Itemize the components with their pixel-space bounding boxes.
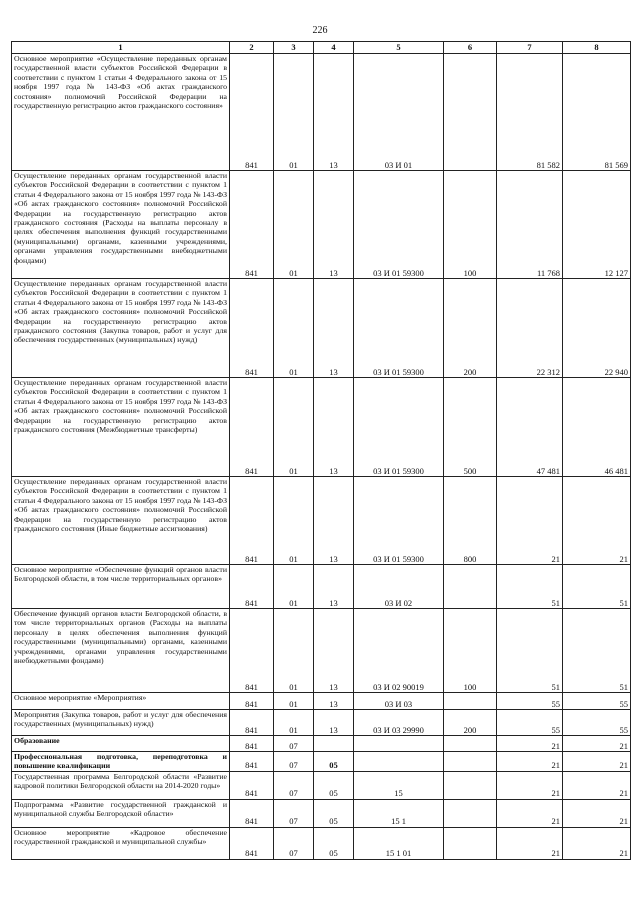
- header-col-6: 6: [444, 42, 497, 54]
- row-description: Осуществление переданных органам государственной власти субъектов Российской Федерации в соответствии с пунктом 1 статьи 4 Федерального закона от 15 ноября 1997 года № 143-ФЗ «Об актах гражданского состояния» полномочий Российской Федерации на государственную регистрацию актов гражданского состояния (Расходы на выплаты персоналу в целях обеспечения выполнения функций государственными (муниципальными) органами, казенными учреждениями, органами управления государственными внебюджетными фондами): [12, 171, 230, 279]
- row-amount-year-1: 22 312: [497, 279, 563, 378]
- row-description: Государственная программа Белгородской области «Развитие кадровой политики Белгородской области на 2014-2020 годы»: [12, 771, 230, 799]
- row-amount-year-2: 55: [563, 693, 631, 710]
- row-section-code: 01: [274, 477, 314, 565]
- table-row: [12, 609, 631, 693]
- row-admin-code: 841: [230, 609, 274, 693]
- row-description: Обеспечение функций органов власти Белгородской области, в том числе территориальных органов (Расходы на выплаты персоналу в целях обеспечения выполнения функций государственными (муниципальными) органами, казенными учреждениями, органами управления государственными внебюджетными фондами): [12, 609, 230, 693]
- table-row: [12, 477, 631, 565]
- row-admin-code: 841: [230, 565, 274, 609]
- row-expense-type: [444, 736, 497, 752]
- table-row: [12, 279, 631, 378]
- row-expense-type: [444, 54, 497, 171]
- row-admin-code: 841: [230, 710, 274, 736]
- row-expense-type: 800: [444, 477, 497, 565]
- row-amount-year-2: 51: [563, 609, 631, 693]
- budget-table: [11, 41, 631, 860]
- row-section-code: 01: [274, 54, 314, 171]
- row-amount-year-2: 21: [563, 752, 631, 772]
- header-col-7: 7: [497, 42, 563, 54]
- row-target-article: 03 И 02 90019: [354, 609, 444, 693]
- row-amount-year-2: 81 569: [563, 54, 631, 171]
- row-subsection-code: 13: [314, 609, 354, 693]
- row-admin-code: 841: [230, 827, 274, 859]
- row-section-code: 01: [274, 565, 314, 609]
- row-section-code: 01: [274, 171, 314, 279]
- table-row: [12, 736, 631, 752]
- row-amount-year-1: 51: [497, 609, 563, 693]
- table-row: [12, 710, 631, 736]
- row-subsection-code: 05: [314, 827, 354, 859]
- row-amount-year-2: 21: [563, 771, 631, 799]
- row-expense-type: [444, 565, 497, 609]
- row-section-code: 01: [274, 710, 314, 736]
- row-description: Профессиональная подготовка, переподготовка и повышение квалификации: [12, 752, 230, 772]
- row-expense-type: [444, 693, 497, 710]
- row-expense-type: [444, 827, 497, 859]
- row-target-article: 03 И 01 59300: [354, 279, 444, 378]
- table-row: [12, 752, 631, 772]
- row-subsection-code: 13: [314, 378, 354, 477]
- row-section-code: 07: [274, 799, 314, 827]
- header-col-1: 1: [12, 42, 230, 54]
- row-section-code: 01: [274, 609, 314, 693]
- row-section-code: 01: [274, 693, 314, 710]
- row-subsection-code: 13: [314, 54, 354, 171]
- row-subsection-code: 05: [314, 771, 354, 799]
- row-subsection-code: 13: [314, 710, 354, 736]
- row-description: Основное мероприятие «Осуществление переданных органам государственной власти субъектов Российской Федерации в соответствии с пунктом 1 статьи 4 Федерального закона от 15 ноября 1997 года № 143-ФЗ «Об актах гражданского состояния» полномочий Российской Федерации на государственную регистрацию актов гражданского состояния»: [12, 54, 230, 171]
- row-admin-code: 841: [230, 477, 274, 565]
- table-row: [12, 565, 631, 609]
- row-target-article: 15: [354, 771, 444, 799]
- row-amount-year-1: 55: [497, 693, 563, 710]
- row-amount-year-2: 21: [563, 736, 631, 752]
- row-admin-code: 841: [230, 799, 274, 827]
- row-subsection-code: 13: [314, 171, 354, 279]
- row-amount-year-2: 21: [563, 799, 631, 827]
- row-expense-type: 100: [444, 171, 497, 279]
- row-section-code: 07: [274, 827, 314, 859]
- row-amount-year-2: 22 940: [563, 279, 631, 378]
- row-expense-type: 200: [444, 710, 497, 736]
- row-expense-type: [444, 799, 497, 827]
- row-expense-type: [444, 752, 497, 772]
- row-subsection-code: [314, 736, 354, 752]
- row-description: Осуществление переданных органам государственной власти субъектов Российской Федерации в соответствии с пунктом 1 статьи 4 Федерального закона от 15 ноября 1997 года № 143-ФЗ «Об актах гражданского состояния» полномочий Российской Федерации на государственную регистрацию актов гражданского состояния (Закупка товаров, работ и услуг для обеспечения государственных (муниципальных) нужд): [12, 279, 230, 378]
- table-row: [12, 693, 631, 710]
- row-expense-type: 500: [444, 378, 497, 477]
- row-description: Осуществление переданных органам государственной власти субъектов Российской Федерации в соответствии с пунктом 1 статьи 4 Федерального закона от 15 ноября 1997 года № 143-ФЗ «Об актах гражданского состояния» полномочий Российской Федерации на государственную регистрацию актов гражданского состояния (Иные бюджетные ассигнования): [12, 477, 230, 565]
- row-description: Подпрограмма «Развитие государственной гражданской и муниципальной службы Белгородской области»: [12, 799, 230, 827]
- header-row: [12, 42, 631, 54]
- row-section-code: 07: [274, 736, 314, 752]
- row-target-article: 15 1 01: [354, 827, 444, 859]
- table-row: [12, 54, 631, 171]
- row-section-code: 01: [274, 279, 314, 378]
- row-amount-year-2: 21: [563, 827, 631, 859]
- row-amount-year-2: 51: [563, 565, 631, 609]
- row-target-article: 03 И 01 59300: [354, 477, 444, 565]
- row-target-article: 15 1: [354, 799, 444, 827]
- row-admin-code: 841: [230, 171, 274, 279]
- row-admin-code: 841: [230, 752, 274, 772]
- row-amount-year-1: 21: [497, 752, 563, 772]
- row-section-code: 07: [274, 752, 314, 772]
- row-admin-code: 841: [230, 54, 274, 171]
- row-amount-year-1: 21: [497, 799, 563, 827]
- header-col-5: 5: [354, 42, 444, 54]
- row-target-article: 03 И 03 29990: [354, 710, 444, 736]
- row-target-article: 03 И 01 59300: [354, 378, 444, 477]
- row-target-article: 03 И 01 59300: [354, 171, 444, 279]
- row-admin-code: 841: [230, 736, 274, 752]
- page-number: 226: [312, 25, 328, 36]
- row-admin-code: 841: [230, 771, 274, 799]
- table-row: [12, 827, 631, 859]
- row-subsection-code: 13: [314, 279, 354, 378]
- row-target-article: [354, 736, 444, 752]
- table-row: [12, 171, 631, 279]
- header-col-4: 4: [314, 42, 354, 54]
- row-target-article: 03 И 03: [354, 693, 444, 710]
- row-amount-year-1: 21: [497, 827, 563, 859]
- row-description: Мероприятия (Закупка товаров, работ и услуг для обеспечения государственных (муниципальных) нужд): [12, 710, 230, 736]
- header-col-8: 8: [563, 42, 631, 54]
- row-description: Основное мероприятие «Кадровое обеспечение государственной гражданской и муниципальной службы»: [12, 827, 230, 859]
- row-amount-year-2: 12 127: [563, 171, 631, 279]
- row-expense-type: [444, 771, 497, 799]
- row-amount-year-1: 47 481: [497, 378, 563, 477]
- row-target-article: [354, 752, 444, 772]
- row-description: Основное мероприятие «Мероприятия»: [12, 693, 230, 710]
- row-amount-year-1: 21: [497, 477, 563, 565]
- row-subsection-code: 05: [314, 799, 354, 827]
- row-subsection-code: 13: [314, 565, 354, 609]
- row-target-article: 03 И 02: [354, 565, 444, 609]
- row-amount-year-2: 21: [563, 477, 631, 565]
- row-admin-code: 841: [230, 693, 274, 710]
- row-amount-year-1: 81 582: [497, 54, 563, 171]
- row-description: Образование: [12, 736, 230, 752]
- row-amount-year-1: 11 768: [497, 171, 563, 279]
- row-description: Осуществление переданных органам государственной власти субъектов Российской Федерации в соответствии с пунктом 1 статьи 4 Федерального закона от 15 ноября 1997 года № 143-ФЗ «Об актах гражданского состояния» полномочий Российской Федерации на государственную регистрацию актов гражданского состояния (Межбюджетные трансферты): [12, 378, 230, 477]
- header-col-2: 2: [230, 42, 274, 54]
- row-section-code: 01: [274, 378, 314, 477]
- row-subsection-code: 05: [314, 752, 354, 772]
- row-amount-year-1: 21: [497, 771, 563, 799]
- row-amount-year-1: 21: [497, 736, 563, 752]
- row-subsection-code: 13: [314, 477, 354, 565]
- row-expense-type: 200: [444, 279, 497, 378]
- row-target-article: 03 И 01: [354, 54, 444, 171]
- row-amount-year-1: 55: [497, 710, 563, 736]
- row-description: Основное мероприятие «Обеспечение функций органов власти Белгородской области, в том числе территориальных органов»: [12, 565, 230, 609]
- row-amount-year-1: 51: [497, 565, 563, 609]
- row-subsection-code: 13: [314, 693, 354, 710]
- table-row: [12, 378, 631, 477]
- row-amount-year-2: 55: [563, 710, 631, 736]
- table-row: [12, 771, 631, 799]
- row-section-code: 07: [274, 771, 314, 799]
- row-admin-code: 841: [230, 378, 274, 477]
- row-admin-code: 841: [230, 279, 274, 378]
- row-expense-type: 100: [444, 609, 497, 693]
- table-row: [12, 799, 631, 827]
- row-amount-year-2: 46 481: [563, 378, 631, 477]
- header-col-3: 3: [274, 42, 314, 54]
